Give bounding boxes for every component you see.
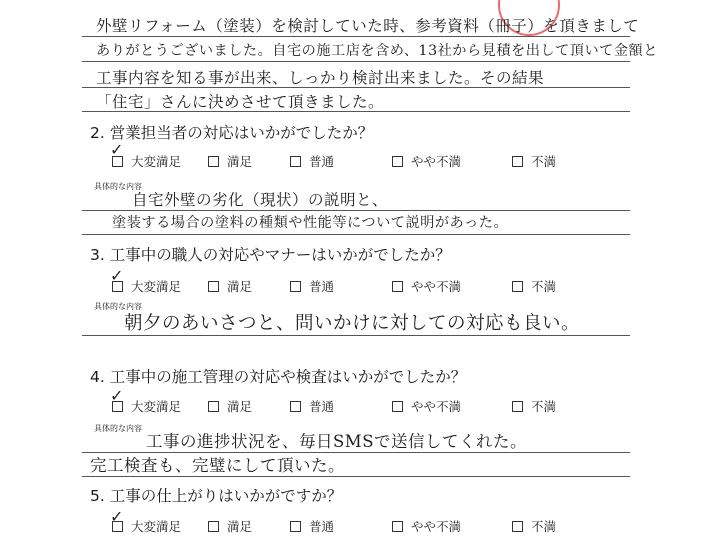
q4-rule-2 bbox=[82, 476, 630, 477]
q2-answer-line-1: 自宅外壁の劣化（現状）の説明と、 bbox=[132, 191, 389, 209]
q3-option-satisfied[interactable]: 満足 bbox=[208, 277, 252, 295]
q3-option-neutral[interactable]: 普通 bbox=[290, 277, 334, 295]
q3-option-very-satisfied[interactable]: 大変満足 bbox=[112, 277, 181, 295]
answer1-rule-4 bbox=[82, 111, 630, 112]
q5-option-dissatisfied[interactable]: 不満 bbox=[512, 517, 556, 535]
q4-option-neutral[interactable]: 普通 bbox=[290, 397, 334, 415]
check-mark: ✓ bbox=[110, 266, 124, 285]
answer1-line-2: ありがとうございました。自宅の施工店を含め、13社から見積を出して頂いて金額と bbox=[96, 43, 658, 59]
q3-option-dissatisfied[interactable]: 不満 bbox=[512, 277, 556, 295]
q4-detail-label: 具体的な内容 bbox=[94, 424, 142, 433]
q4-answer-line-1: 工事の進捗状況を、毎日SMSで送信してくれた。 bbox=[146, 432, 528, 451]
q2-answer-line-2: 塗装する場合の塗料の種類や性能等について説明があった。 bbox=[112, 215, 509, 231]
q3-answer-line-1: 朝夕のあいさつと、問いかけに対しての対応も良い。 bbox=[124, 313, 581, 334]
q2-option-neutral[interactable]: 普通 bbox=[290, 152, 334, 170]
q2-detail-label: 具体的な内容 bbox=[94, 182, 142, 191]
answer1-line-1: 外壁リフォーム（塗装）を検討していた時、参考資料（冊子）を頂きまして bbox=[96, 17, 640, 35]
q4-option-dissatisfied[interactable]: 不満 bbox=[512, 397, 556, 415]
answer1-line-3: 工事内容を知る事が出来、しっかり検討出来ました。その結果 bbox=[96, 69, 545, 87]
question-2-title: 2. 営業担当者の対応はいかがでしたか？ bbox=[90, 124, 374, 142]
q4-option-satisfied[interactable]: 満足 bbox=[208, 397, 252, 415]
q5-option-very-satisfied[interactable]: 大変満足 bbox=[112, 517, 181, 535]
answer1-rule-2 bbox=[82, 61, 630, 62]
q3-detail-label: 具体的な内容 bbox=[94, 302, 142, 311]
q2-option-somewhat-dissatisfied[interactable]: やや不満 bbox=[392, 152, 461, 170]
check-mark: ✓ bbox=[110, 507, 124, 526]
question-3-title: 3. 工事中の職人の対応やマナーはいかがでしたか？ bbox=[90, 246, 451, 264]
answer1-line-4: 「住宅」さんに決めさせて頂きました。 bbox=[96, 93, 385, 111]
q4-option-somewhat-dissatisfied[interactable]: やや不満 bbox=[392, 397, 461, 415]
answer1-rule-3 bbox=[82, 87, 630, 88]
q2-option-dissatisfied[interactable]: 不満 bbox=[512, 152, 556, 170]
q2-option-satisfied[interactable]: 満足 bbox=[208, 152, 252, 170]
question-4-title: 4. 工事中の施工管理の対応や検査はいかがでしたか？ bbox=[90, 368, 467, 386]
check-mark: ✓ bbox=[110, 386, 124, 405]
q3-option-somewhat-dissatisfied[interactable]: やや不満 bbox=[392, 277, 461, 295]
question-5-title: 5. 工事の仕上がりはいかがですか？ bbox=[90, 487, 343, 505]
q4-option-very-satisfied[interactable]: 大変満足 bbox=[112, 397, 181, 415]
q4-answer-line-2: 完工検査も、完璧にして頂いた。 bbox=[90, 456, 345, 475]
q5-option-satisfied[interactable]: 満足 bbox=[208, 517, 252, 535]
answer1-rule-1 bbox=[82, 36, 630, 37]
q3-rule-1 bbox=[82, 335, 630, 336]
q2-option-very-satisfied[interactable]: 大変満足 bbox=[112, 152, 181, 170]
q5-option-neutral[interactable]: 普通 bbox=[290, 517, 334, 535]
q5-option-somewhat-dissatisfied[interactable]: やや不満 bbox=[392, 517, 461, 535]
q2-rule-1 bbox=[82, 210, 630, 211]
check-mark: ✓ bbox=[110, 140, 124, 159]
q2-rule-2 bbox=[82, 234, 630, 235]
